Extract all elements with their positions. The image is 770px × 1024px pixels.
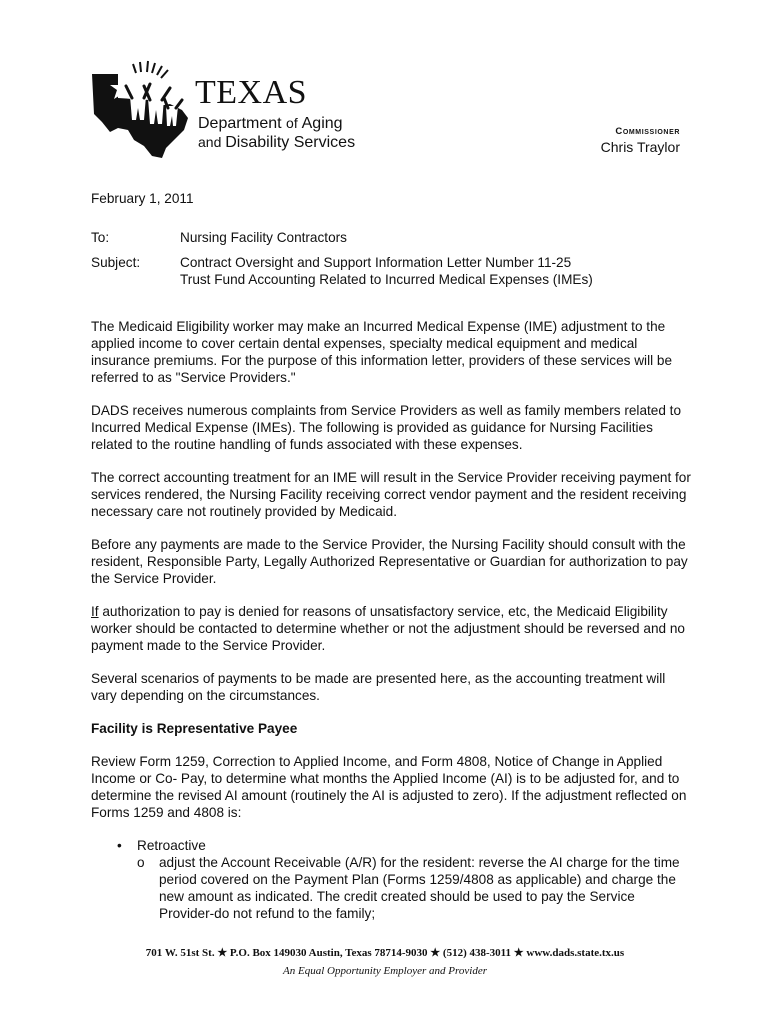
subject-value (180, 254, 691, 288)
emphasis-if: If (91, 604, 99, 619)
letter-body (91, 186, 691, 922)
commissioner-name: Chris Traylor (600, 139, 680, 155)
paragraph-before-payments: Before any payments are made to the Service Provider, the Nursing Facility should consult with the resident, Responsible Party, Legally Authorized Representative or Guardian for authorization to pay the Service Provider. (91, 537, 688, 586)
letter-date: February 1, 2011 (91, 191, 194, 206)
paragraph-ime-adjustment: The Medicaid Eligibility worker may make an Incurred Medical Expense (IME) adjustment to the applied income to cover certain dental expenses, specialty medical equipment and medical insurance premiums. For the purpose of this information letter, providers of these services will be referred to as "Service Providers." (91, 319, 673, 385)
paragraph-authorization-denied-text: authorization to pay is denied for reasons of unsatisfactory service, etc, the Medicaid Eligibility worker should be contacted to determine whether or not the adjustment should be reversed and no payment made to the Service Provider. (91, 604, 685, 653)
letterhead (88, 60, 358, 160)
commissioner-label: Commissioner (615, 126, 680, 137)
sub-list-item (137, 854, 691, 922)
agency-title: TEXAS (195, 74, 308, 111)
paragraph-complaints: DADS receives numerous complaints from Service Providers as well as family members related to Incurred Medical Expense (IMEs). The following is provided as guidance for Nursing Facilities related to the routine handling of funds associated with these expenses. (91, 403, 682, 452)
paragraph-accounting-treatment: The correct accounting treatment for an IME will result in the Service Provider receiving payment for services rendered, the Nursing Facility receiving correct vendor payment and the resident receiving necessary care not routinely provided by Medicaid. (91, 470, 691, 519)
to-value: Nursing Facility Contractors (180, 230, 347, 245)
paragraph-authorization-denied (91, 603, 691, 654)
texas-star-people-logo-icon (88, 60, 198, 160)
memo-header (91, 229, 691, 288)
paragraph-review-forms: Review Form 1259, Correction to Applied Income, and Form 4808, Notice of Change in Applied Income or Co- Pay, to determine what months the Applied Income (AI) is to be adjusted for, and to determine the revised AI amount (routinely the AI is adjusted to zero). If the adjustment reflected on Forms 1259 and 4808 is: (91, 754, 687, 820)
footer-address: 701 W. 51st St. ★ P.O. Box 149030 Austin, Texas 78714-9030 ★ (512) 438-3011 ★ www.dads.state.tx.us (145, 947, 625, 959)
agency-word-department: Department (198, 115, 287, 132)
list-item (91, 837, 691, 922)
agency-word-of: of (286, 115, 302, 131)
to-label: To: (91, 230, 110, 245)
footer-equal-opportunity: An Equal Opportunity Employer and Provider (283, 965, 487, 977)
agency-word-disability: Disability Services (225, 134, 356, 151)
subject-label: Subject: (91, 255, 141, 270)
commissioner-block (601, 126, 680, 156)
sub-item-adjust-ar: adjust the Account Receivable (A/R) for the resident: reverse the AI charge for the time period covered on the Payment Plan (Forms 1259/4808 as applicable) and charge the new amount as indicated. The credit created should be used to pay the Service Provider-do not refund to the family; (159, 855, 680, 921)
agency-name (198, 114, 355, 152)
agency-word-aging: Aging (301, 115, 343, 132)
agency-word-and: and (198, 134, 226, 150)
sub-list (137, 854, 691, 922)
subject-line-1: Contract Oversight and Support Information Letter Number 11-25 (180, 255, 572, 270)
adjustment-list (91, 837, 691, 922)
section-heading-representative-payee: Facility is Representative Payee (91, 721, 298, 736)
bullet-marker: • (117, 838, 122, 853)
paragraph-scenarios: Several scenarios of payments to be made are presented here, as the accounting treatment will vary depending on the circumstances. (91, 671, 666, 703)
footer (0, 946, 770, 978)
subject-line-2: Trust Fund Accounting Related to Incurred Medical Expenses (IMEs) (180, 272, 593, 287)
bullet-retroactive: Retroactive (137, 838, 206, 853)
sub-bullet-marker: o (137, 855, 145, 870)
